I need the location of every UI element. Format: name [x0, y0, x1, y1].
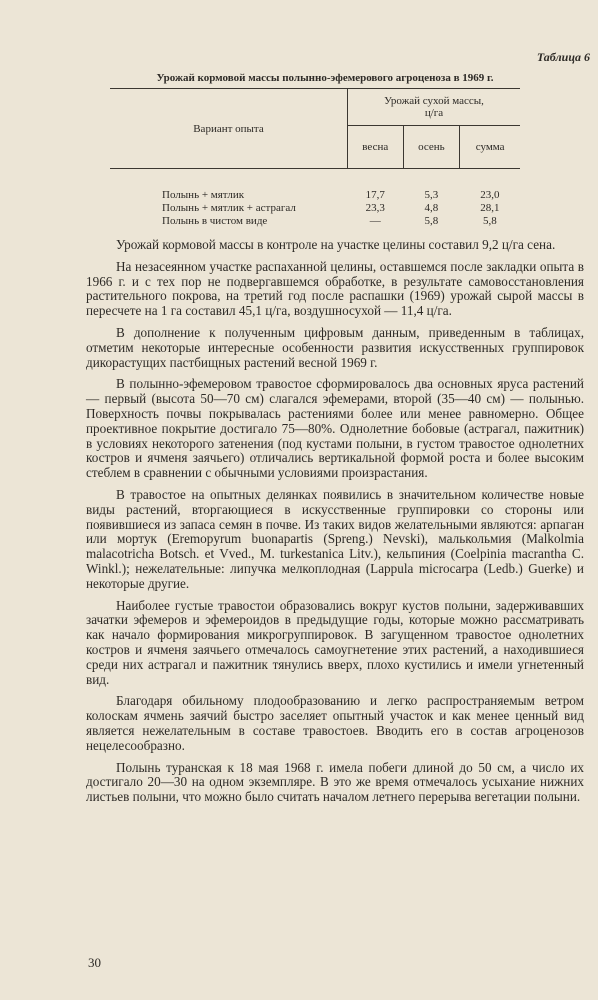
table-caption: Урожай кормовой массы полынно-эфемерового агроценоза в 1969 г.: [156, 72, 494, 84]
table-row: [110, 202, 520, 215]
column-header-autumn: осень: [403, 126, 460, 169]
paragraph: Урожай кормовой массы в контроле на участке целины составил 9,2 ц/га сена.: [116, 237, 556, 252]
paragraph: В травостое на опытных делянках появились в значительном количестве новые виды растений, вторгающиеся в искусственные группировки со стороны или появившиеся из запаса семян в почве. Из таких видов желательными являются: арпаган или мортук (Eremopyrum buonapartis (Spreng.) Nevski), малькольмия (Malkolmia malacotricha Botsch. et Vved., M. turkestanica Litv.), кельпиния (Coelpinia macrantha C. Winkl.); нежелательные: липучка мелкоплодная (Lappula microcarpa (Ledb.) Guerke) и некоторые другие.: [86, 486, 584, 591]
column-header-yield-line1: Урожай сухой массы,: [384, 95, 484, 107]
row-autumn: 4,8: [424, 202, 439, 214]
paragraph: На незасеянном участке распаханной целины, оставшемся после закладки опыта в 1966 г. и с тех пор не подвергавшемся обработке, в результате самовосстановления растительного покрова, на третий год после распашки (1969) урожай сырой массы в пересчете на 1 га составил 45,1 ц/га, воздушносухой — 11,4 ц/га.: [86, 258, 584, 319]
table-number-label: Таблица 6: [536, 50, 590, 64]
paragraph: Полынь туранская к 18 мая 1968 г. имела побеги длиной до 50 см, а число их достигало 20—30 на одном экземпляре. В это же время отмечалось усыхание нижних листьев полыни, что можно было считать началом летнего перерыва вегетации полыни.: [86, 759, 584, 805]
paragraph: Наиболее густые травостои образовались вокруг кустов полыни, задерживавших зачатки эфемеров и эфемероидов в предыдущие годы, которые можно рассматривать как начало формирования микрогруппировок. В загущенном травостое однолетних костров и ячменя заячьего отмечалось самоугнетение этих растений, а находившиеся среди них астрагал и пажитник тянулись вверх, плохо кустились и имели угнетенный вид.: [86, 597, 584, 687]
paragraph: В дополнение к полученным цифровым данным, приведенным в таблицах, отметим некоторые интересные особенности развития искусственных группировок дикорастущих пастбищных растений весной 1969 г.: [86, 324, 584, 370]
column-header-yield-line2: ц/га: [424, 107, 444, 119]
row-variant: Полынь + мятлик: [162, 189, 245, 201]
row-autumn: 5,3: [424, 189, 439, 201]
body-text: [86, 238, 584, 812]
row-sum: 28,1: [480, 202, 500, 214]
paragraph: В полынно-эфемеровом травостое сформировалось два основных яруса растений — первый (высота 50—70 см) слагался эфемерами, второй (35—40 см) — полынью. Поверхность почвы покрывалась растениями более или менее равномерно. Общее проективное покрытие достигало 75—80%. Однолетние бобовые (астрагал, пажитник) в условиях некоторого затенения (под кустами полыни, в густом травостое однолетних костров и ячменя заячьего) отличались вертикальной формой роста и более высоким стеблем в сравнении с обычными условиями произрастания.: [86, 376, 584, 481]
paragraph: Благодаря обильному плодообразованию и легко распространяемым ветром колоскам ячмень заячий быстро заселяет опытный участок и как менее ценный вид является нежелательным в составе травостоев. Вводить его в состав агроценозов нецелесообразно.: [86, 693, 584, 753]
row-variant: Полынь в чистом виде: [162, 215, 268, 227]
yield-table: [110, 88, 520, 228]
table-row: [110, 189, 520, 202]
row-spring: —: [369, 215, 381, 227]
column-header-spring: весна: [348, 126, 404, 169]
table-row: [110, 215, 520, 228]
column-header-yield: [348, 89, 521, 126]
row-autumn: 5,8: [424, 215, 439, 227]
row-spring: 17,7: [365, 189, 385, 201]
row-variant: Полынь + мятлик + астрагал: [162, 202, 296, 214]
column-header-sum: сумма: [460, 126, 520, 169]
row-sum: 23,0: [480, 189, 500, 201]
row-spring: 23,3: [365, 202, 385, 214]
column-header-variant: Вариант опыта: [110, 89, 348, 169]
page-number: 30: [88, 955, 101, 970]
row-sum: 5,8: [483, 215, 497, 227]
